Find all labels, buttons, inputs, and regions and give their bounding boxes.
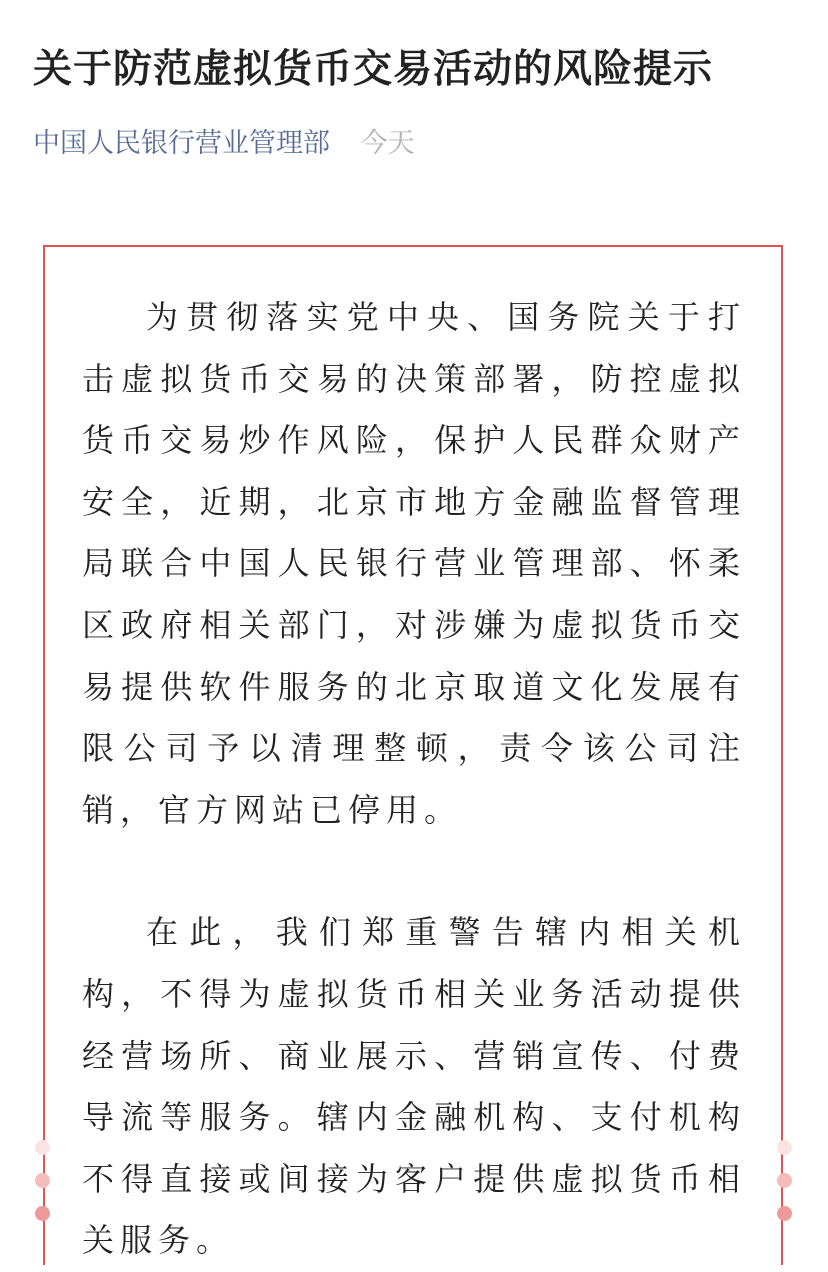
decoration-dot (777, 1140, 792, 1155)
publish-date: 今天 (360, 128, 415, 159)
decoration-dot (35, 1140, 50, 1155)
left-decoration-dots (35, 1140, 51, 1239)
article-title: 关于防范虚拟货币交易活动的风险提示 (33, 47, 714, 92)
paragraph-1: 为贯彻落实党中央、国务院关于打击虚拟货币交易的决策部署，防控虚拟货币交易炒作风险，保护人民群众财产安全，近期，北京市地方金融监督管理局联合中国人民银行营业管理部、怀柔区政府相关部门，对涉嫌为虚拟货币交易提供软件服务的北京取道文化发展有限公司予以清理整顿，责令该公司注销，官方网站已停用。 (82, 298, 746, 829)
decoration-dot (777, 1173, 792, 1188)
decoration-dot (777, 1206, 792, 1221)
right-decoration-dots (777, 1140, 793, 1239)
decoration-dot (35, 1206, 50, 1221)
account-name-link[interactable]: 中国人民银行营业管理部 (33, 128, 330, 159)
paragraph-2: 在此，我们郑重警告辖内相关机构，不得为虚拟货币相关业务活动提供经营场所、商业展示、营销宣传、付费导流等服务。辖内金融机构、支付机构不得直接或间接为客户提供虚拟货币相关服务。 (82, 913, 746, 1260)
article-body (82, 287, 746, 1272)
decoration-dot (35, 1173, 50, 1188)
article-meta (33, 124, 415, 164)
